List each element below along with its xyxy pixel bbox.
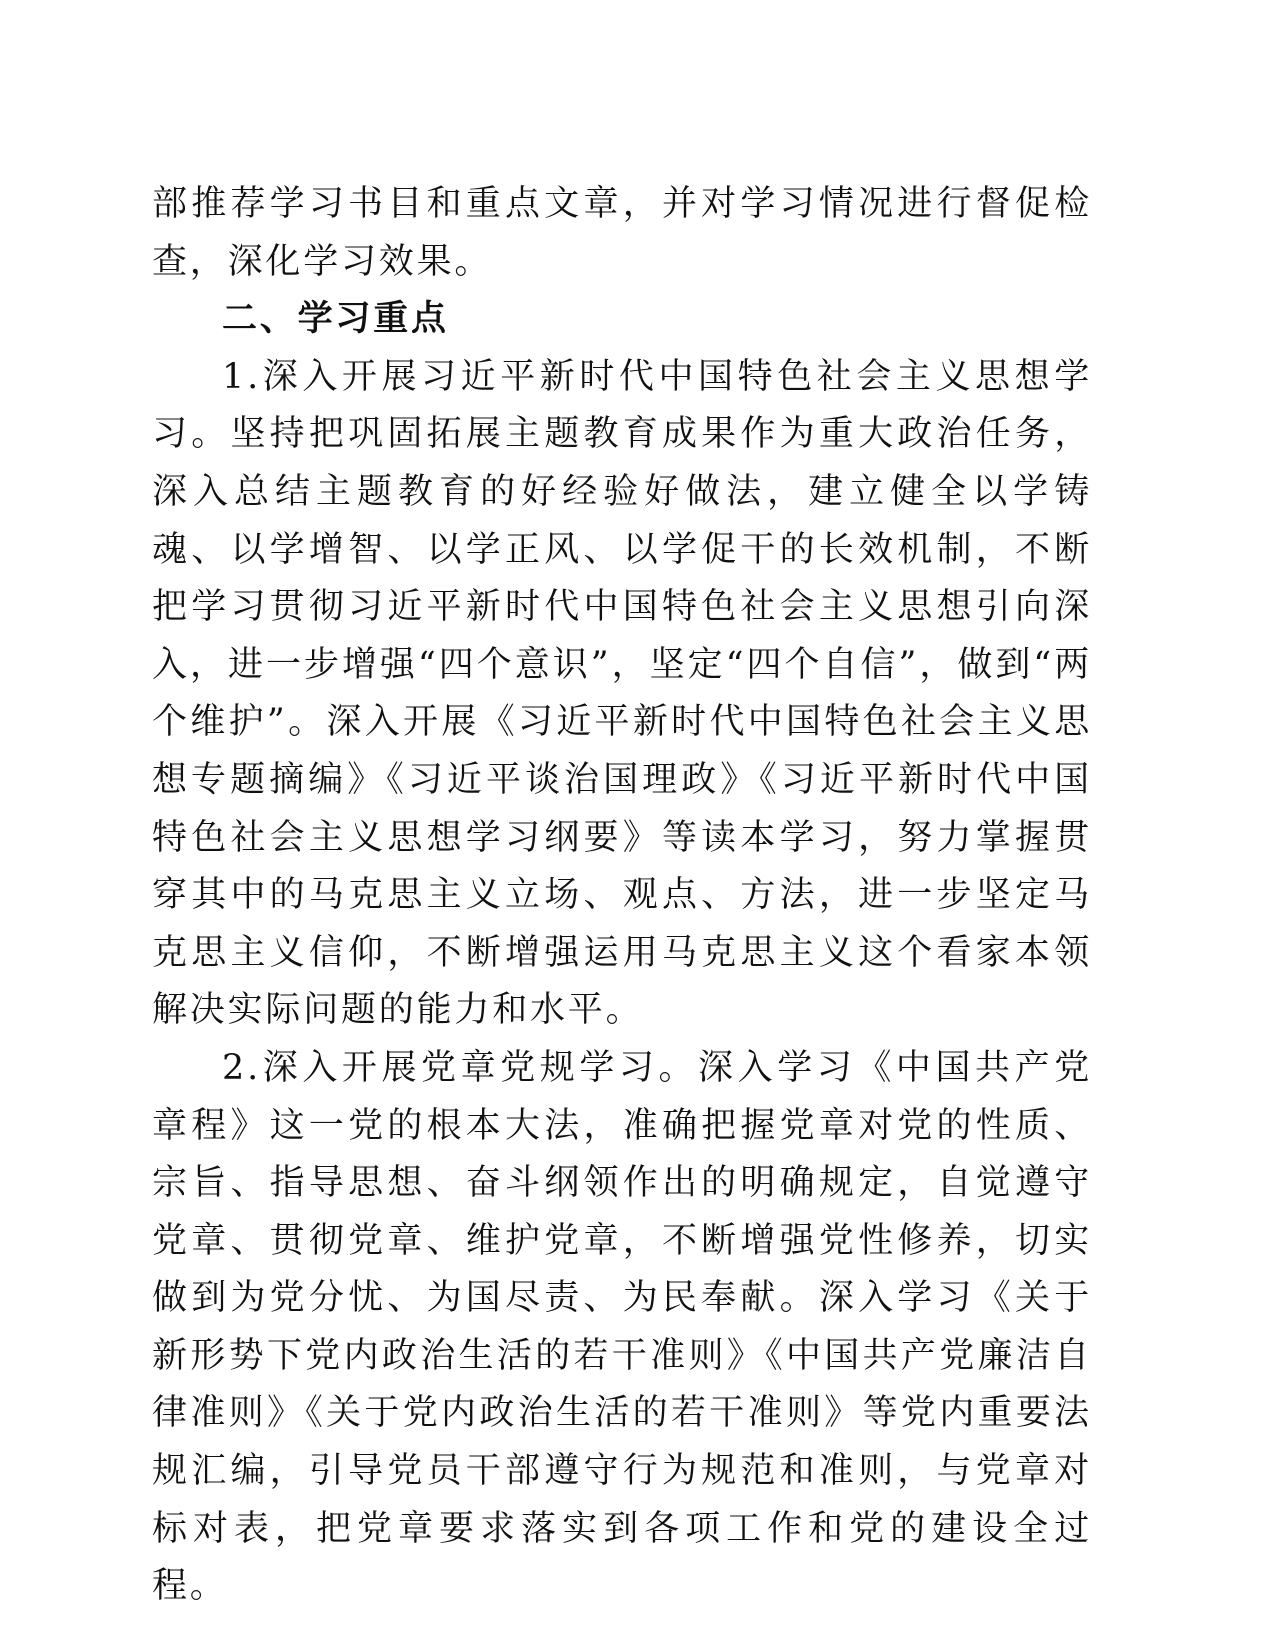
continuation-paragraph: 部推荐学习书目和重点文章，并对学习情况进行督促检查，深化学习效果。 — [152, 184, 1092, 282]
section-heading: 二、学习重点 — [222, 299, 449, 340]
paragraph-party-constitution: 2.深入开展党章党规学习。深入学习《中国共产党章程》这一党的根本大法，准确把握党章对党的性质、宗旨、指导思想、奋斗纲领作出的明确规定，自觉遵守党章、贯彻党章、维护党章，不断增强党性修养，切实做到为党分忧、为国尽责、为民奉献。深入学习《关于新形势下党内政治生活的若干准则》《中国共产党廉洁自律准则》《关于党内政治生活的若干准则》等党内重要法规汇编，引导党员干部遵守行为规范和准则，与党章对标对表，把党章要求落实到各项工作和党的建设全过程。 — [152, 1047, 1092, 1607]
paragraph-study-thought: 1.深入开展习近平新时代中国特色社会主义思想学习。坚持把巩固拓展主题教育成果作为重大政治任务，深入总结主题教育的好经验好做法，建立健全以学铸魂、以学增智、以学正风、以学促干的长效机制，不断把学习贯彻习近平新时代中国特色社会主义思想引向深入，进一步增强“四个意识”，坚定“四个自信”，做到“两个维护”。深入开展《习近平新时代中国特色社会主义思想专题摘编》《习近平谈治国理政》《习近平新时代中国特色社会主义思想学习纲要》等读本学习，努力掌握贯穿其中的马克思主义立场、观点、方法，进一步坚定马克思主义信仰，不断增强运用马克思主义这个看家本领解决实际问题的能力和水平。 — [152, 356, 1092, 1031]
document-body — [152, 176, 1092, 1616]
